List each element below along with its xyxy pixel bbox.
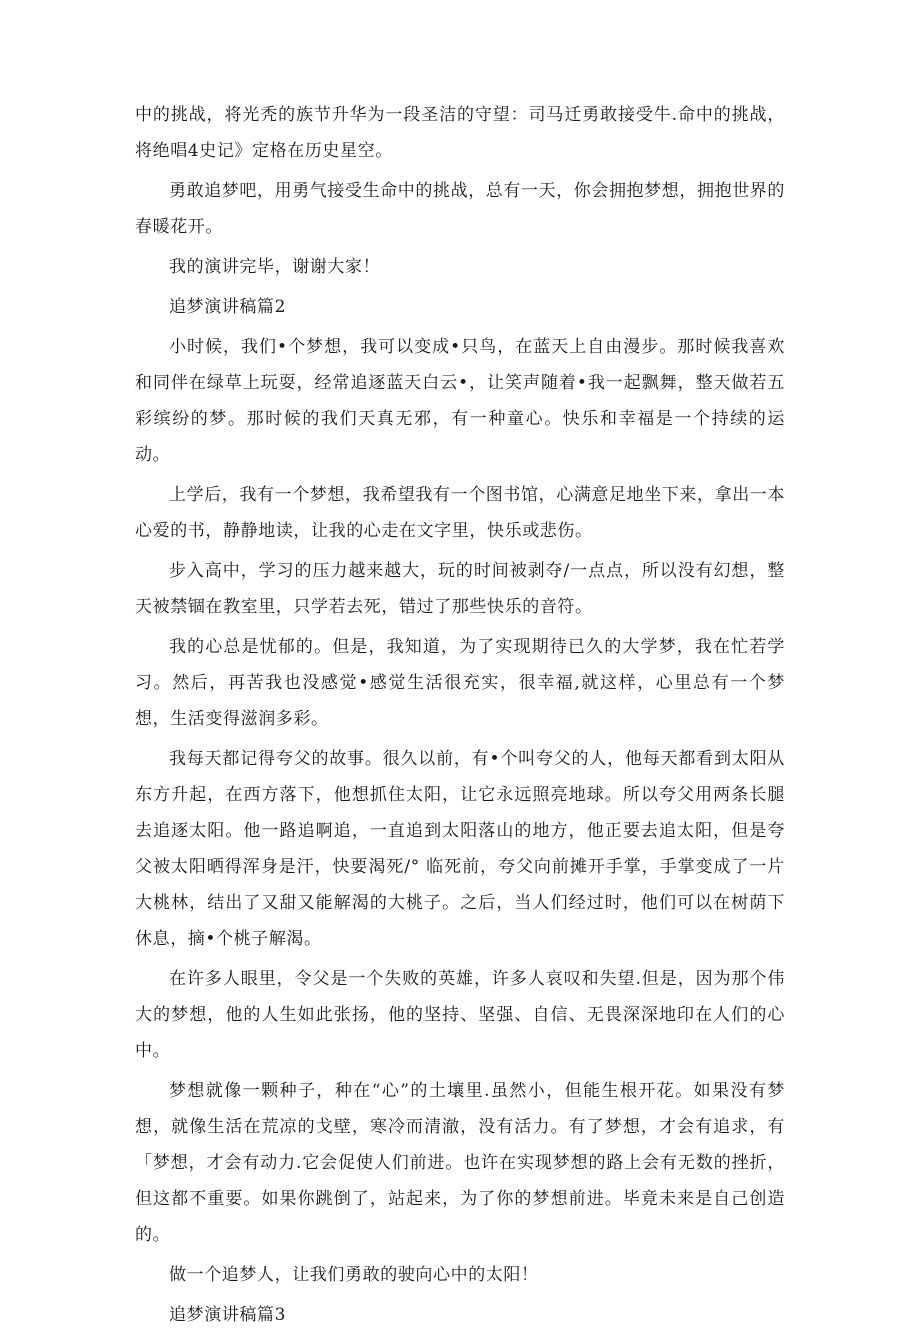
paragraph: 勇敢追梦吧，用勇气接受生命中的挑战，总有一天，你会拥抱梦想，拥抱世界的春暖花开。 bbox=[135, 181, 785, 237]
paragraph: 小时候，我们•个梦想，我可以变成•只鸟，在蓝天上自由漫步。那时候我喜欢和同伴在绿草上玩耍，经常追逐蓝天白云•，让笑声随着•我一起飘舞，整天做若五彩缤纷的梦。那时候的我们天真无邪，有一种童心。快乐和幸福是一个持续的运动。 bbox=[135, 337, 785, 465]
paragraph: 我每天都记得夸父的故事。很久以前，有•个叫夸父的人，他每天都看到太阳从东方升起，在西方落下，他想抓住太阳，让它永远照亮地球。所以夸父用两条长腿去追逐太阳。他一路追啊追，一直追到太阳落山的地方，他正要去追太阳，但是夸父被太阳晒得浑身是汗，快要渴死/° 临死前，夸父向前摊开手掌，手掌变成了一片大桃林，结出了又甜又能解渴的大桃子。之后，当人们经过时，他们可以在树荫下休息，摘•个桃子解渴。 bbox=[135, 749, 785, 949]
paragraph-closing: 我的演讲完毕，谢谢大家！ bbox=[169, 257, 381, 277]
paragraph: 上学后，我有一个梦想，我希望我有一个图书馆，心满意足地坐下来，拿出一本心爱的书，静静地读，让我的心走在文字里，快乐或悲伤。 bbox=[135, 485, 785, 541]
paragraph-continued: 中的挑战，将光秃的族节升华为一段圣洁的守望：司马迁勇敢接受牛.命中的挑战，将绝唱4史记》定格在历史星空。 bbox=[135, 105, 785, 161]
section-heading: 追梦演讲稿篇2 bbox=[169, 297, 287, 317]
section-heading: 追梦演讲稿篇3 bbox=[169, 1305, 287, 1325]
paragraph: 步入高中，学习的压力越来越大，玩的时间被剥夺/一点点，所以没有幻想，整天被禁锢在教室里，只学若去死，错过了那些快乐的音符。 bbox=[135, 561, 785, 617]
paragraph: 在许多人眼里，令父是一个失败的英雄，许多人哀叹和失望.但是，因为那个伟大的梦想，他的人生如此张扬，他的坚持、坚强、自信、无畏深深地印在人们的心中。 bbox=[135, 969, 785, 1061]
paragraph: 我的心总是忧郁的。但是，我知道，为了实现期待已久的大学梦，我在忙若学习。然后，再苦我也没感觉•感觉生活很充实，很幸福,就这样，心里总有一个梦想，生活变得滋润多彩。 bbox=[135, 637, 785, 729]
paragraph: 梦想就像一颗种子，种在“心”的土壤里.虽然小，但能生根开花。如果没有梦想，就像生活在荒凉的戈壁，寒冷而清澈，没有活力。有了梦想，才会有追求，有「梦想，才会有动力.它会促使人们前进。也许在实现梦想的路上会有无数的挫折，但这都不重要。如果你跳倒了，站起来，为了你的梦想前进。毕竟未来是自己创造的。 bbox=[135, 1081, 785, 1245]
document-page bbox=[135, 97, 785, 1333]
paragraph: 做一个追梦人，让我们勇敢的驶向心中的太阳！ bbox=[169, 1265, 539, 1285]
